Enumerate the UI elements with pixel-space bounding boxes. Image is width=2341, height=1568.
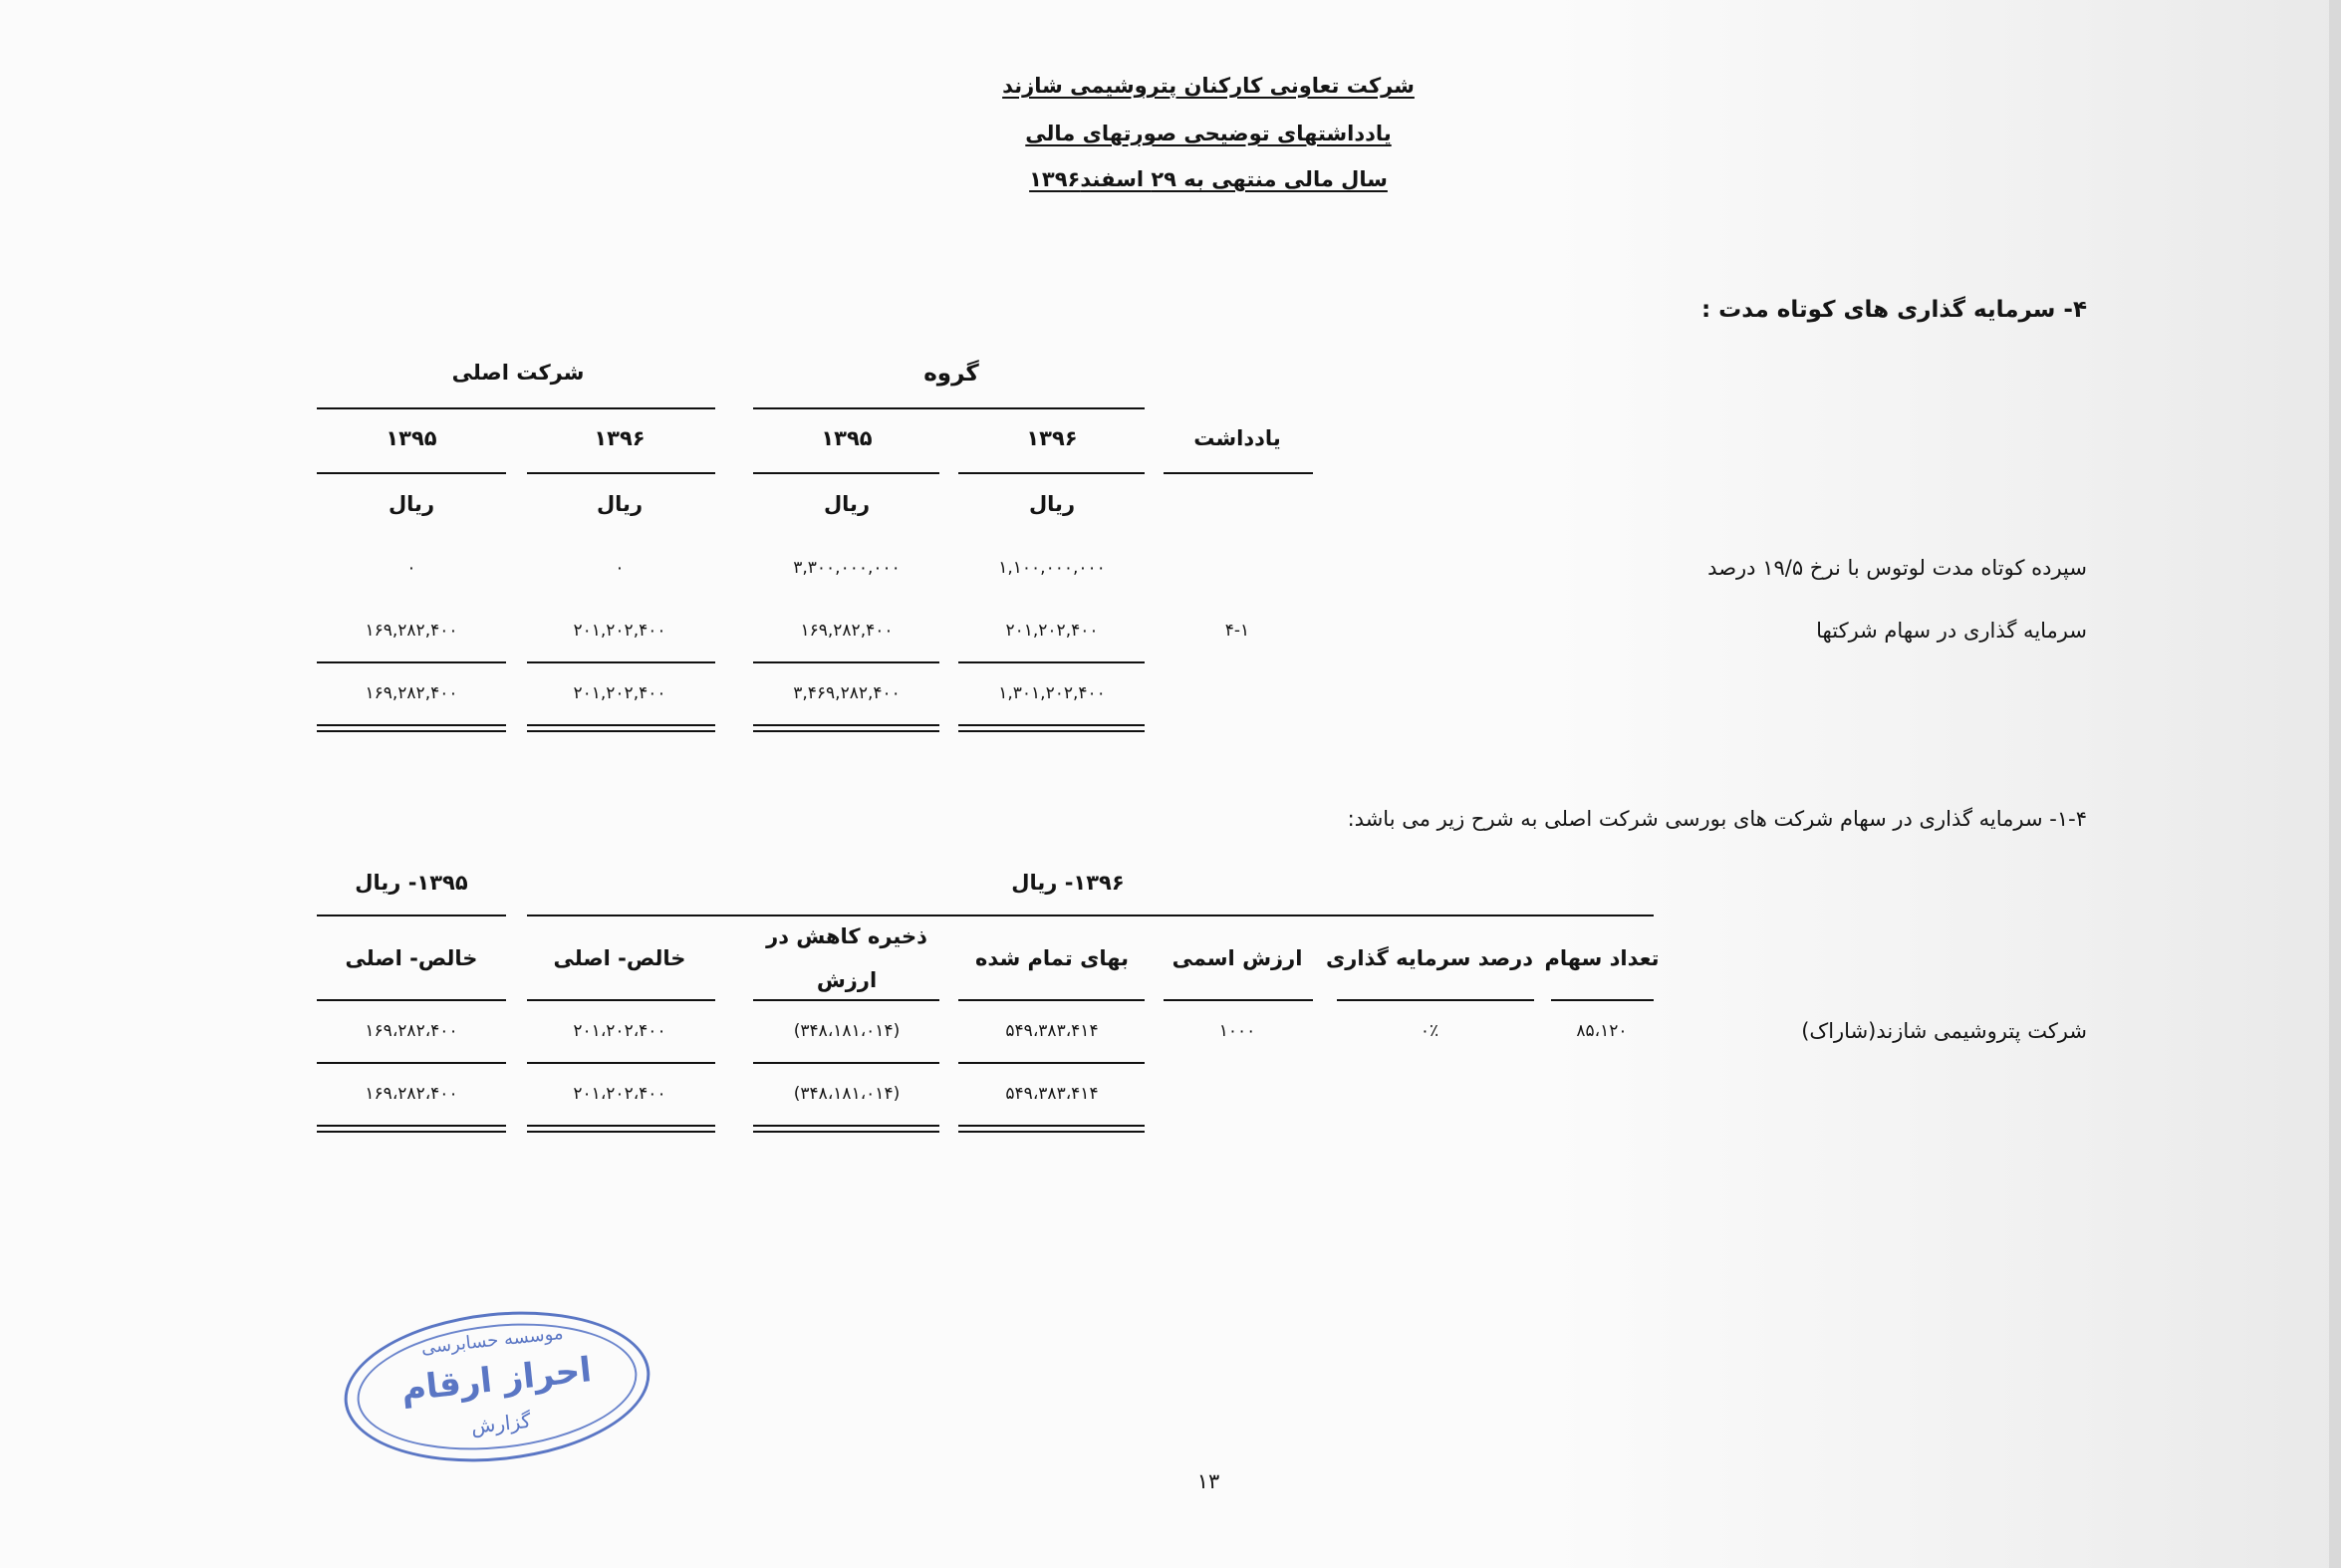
column-rule: [1164, 999, 1313, 1001]
col-percent: درصد سرمایه گذاری: [1325, 946, 1534, 970]
note-reference: ۴-۱: [1224, 621, 1250, 641]
year-rule: [753, 472, 939, 474]
total-cell: ۳,۴۶۹,۲۸۲,۴۰۰: [793, 683, 901, 703]
table-row-label: سرمایه گذاری در سهام شرکتها: [1816, 619, 2087, 643]
subtotal-rule: [958, 661, 1145, 663]
col-nominal: ارزش اسمی: [1171, 946, 1303, 970]
document-subtitle: یادداشتهای توضیحی صورتهای مالی: [1025, 122, 1392, 145]
total-cell: ۱,۳۰۱,۲۰۲,۴۰۰: [998, 683, 1106, 703]
year-rule: [317, 472, 506, 474]
total-cell: ۵۴۹،۳۸۳،۴۱۴: [1005, 1084, 1099, 1104]
subtotal-rule: [317, 661, 506, 663]
table-cell: ۱۰۰۰: [1218, 1021, 1256, 1041]
table-row-label: شرکت پتروشیمی شازند(شاراک): [1801, 1019, 2087, 1043]
year-group-1396: ۱۳۹۶: [1026, 426, 1078, 450]
fiscal-period: سال مالی منتهی به ۲۹ اسفند۱۳۹۶: [1029, 167, 1388, 191]
year-parent-1396: ۱۳۹۶: [594, 426, 646, 450]
total-double-rule: [958, 724, 1145, 732]
total-cell: ۱۶۹،۲۸۲،۴۰۰: [365, 1084, 458, 1104]
parent-company-heading: شرکت اصلی: [451, 361, 585, 385]
parent-header-rule: [317, 407, 715, 409]
total-double-rule: [317, 724, 506, 732]
total-double-rule: [317, 1125, 506, 1133]
total-cell: ۲۰۱،۲۰۲،۴۰۰: [573, 1084, 666, 1104]
auditor-stamp: [337, 1297, 657, 1475]
page-number: ۱۳: [1196, 1469, 1220, 1493]
subtotal-rule: [527, 661, 715, 663]
table-cell: (۳۴۸،۱۸۱،۰۱۴): [793, 1021, 901, 1041]
col-net-1395: خالص- اصلی: [345, 946, 478, 970]
col-cost: بهای تمام شده: [975, 946, 1129, 970]
table-cell: ۲۰۱,۲۰۲,۴۰۰: [1005, 621, 1099, 641]
total-cell: (۳۴۸،۱۸۱،۰۱۴): [793, 1084, 901, 1104]
unit-label: ریال: [1028, 492, 1076, 516]
column-rule: [1337, 999, 1534, 1001]
period-1395-heading: ۱۳۹۵- ریال: [355, 871, 468, 895]
total-double-rule: [753, 1125, 939, 1133]
table-row-label: سپرده کوتاه مدت لوتوس با نرخ ۱۹/۵ درصد: [1707, 556, 2087, 580]
period-1396-rule: [527, 915, 1654, 916]
year-rule: [527, 472, 715, 474]
scanner-edge: [2329, 0, 2341, 1568]
col-reserve-line2: ارزش: [816, 968, 878, 992]
unit-label: ریال: [388, 492, 435, 516]
table-cell: ۸۵،۱۲۰: [1576, 1021, 1628, 1041]
total-double-rule: [527, 1125, 715, 1133]
subtotal-rule: [317, 1062, 506, 1064]
period-1395-rule: [317, 915, 506, 916]
column-rule: [958, 999, 1145, 1001]
table-cell: ۵۴۹،۳۸۳،۴۱۴: [1005, 1021, 1099, 1041]
table-cell: ۱,۱۰۰,۰۰۰,۰۰۰: [998, 558, 1106, 578]
table-cell: ۰: [615, 558, 625, 578]
year-rule: [958, 472, 1145, 474]
stamp-main-text: احراز ارقام: [398, 1350, 594, 1410]
table-cell: ۰: [406, 558, 416, 578]
column-rule: [527, 999, 715, 1001]
table-cell: ۱۶۹،۲۸۲،۴۰۰: [365, 1021, 458, 1041]
note-column-heading: یادداشت: [1193, 426, 1281, 450]
table-cell: ۰٪: [1420, 1021, 1439, 1041]
total-double-rule: [527, 724, 715, 732]
column-rule: [1551, 999, 1654, 1001]
table-cell: ۱۶۹,۲۸۲,۴۰۰: [365, 621, 458, 641]
section-4-1-title: ۱-۴- سرمایه گذاری در سهام شرکت های بورسی شرکت اصلی به شرح زیر می باشد:: [1347, 807, 2087, 831]
total-double-rule: [958, 1125, 1145, 1133]
subtotal-rule: [753, 1062, 939, 1064]
period-1396-heading: ۱۳۹۶- ریال: [1011, 871, 1125, 895]
subtotal-rule: [753, 661, 939, 663]
group-heading: گروه: [923, 361, 979, 387]
table-cell: ۱۶۹,۲۸۲,۴۰۰: [800, 621, 894, 641]
total-cell: ۱۶۹,۲۸۲,۴۰۰: [365, 683, 458, 703]
unit-label: ریال: [823, 492, 871, 516]
year-group-1395: ۱۳۹۵: [821, 426, 873, 450]
column-rule: [753, 999, 939, 1001]
stamp-top-text: موسسه حسابرسی: [419, 1322, 565, 1359]
section-4-title: ۴- سرمایه گذاری های کوتاه مدت :: [1700, 297, 2087, 323]
subtotal-rule: [527, 1062, 715, 1064]
column-rule: [317, 999, 506, 1001]
total-cell: ۲۰۱,۲۰۲,۴۰۰: [573, 683, 666, 703]
table-cell: ۳,۳۰۰,۰۰۰,۰۰۰: [793, 558, 901, 578]
page-shading: [1554, 0, 2341, 1568]
total-double-rule: [753, 724, 939, 732]
col-net-1396: خالص- اصلی: [553, 946, 686, 970]
unit-label: ریال: [596, 492, 644, 516]
year-parent-1395: ۱۳۹۵: [386, 426, 437, 450]
group-header-rule: [753, 407, 1145, 409]
table-cell: ۲۰۱،۲۰۲،۴۰۰: [573, 1021, 666, 1041]
company-name: شرکت تعاونی کارکنان پتروشیمی شازند: [1002, 74, 1415, 98]
table-cell: ۲۰۱,۲۰۲,۴۰۰: [573, 621, 666, 641]
subtotal-rule: [958, 1062, 1145, 1064]
col-shares: تعداد سهام: [1544, 946, 1660, 970]
note-column-rule: [1164, 472, 1313, 474]
stamp-bottom-text: گزارش: [469, 1408, 533, 1438]
col-reserve-line1: ذخیره کاهش در: [766, 924, 927, 948]
